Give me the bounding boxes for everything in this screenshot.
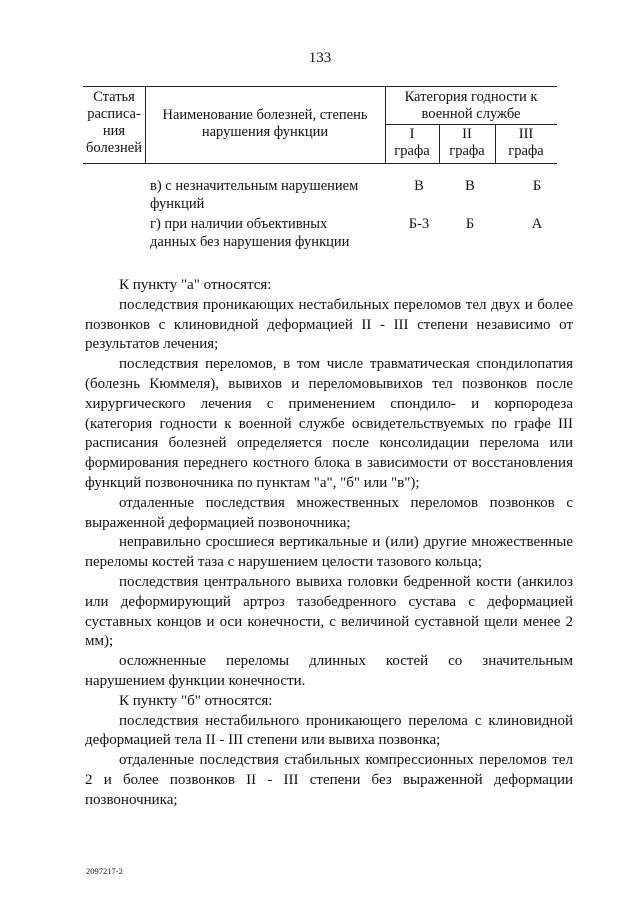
graph-roman: III xyxy=(518,126,534,142)
graph-label: графа xyxy=(449,143,485,159)
page-number: 133 xyxy=(308,50,332,66)
header-line: расписа- xyxy=(87,106,141,122)
row-v-graph-3: Б xyxy=(532,178,542,194)
diagnosis-row-g xyxy=(150,215,349,251)
row-text-line: данных без нарушения функции xyxy=(150,234,350,250)
paragraph: последствия переломов, в том числе травматическая спондилопатия (болезнь Кюммеля), вывихов и переломовывихов тел позвонков после хирургического лечения с применением спондило- и корпородеза (категория годности к военной службе освидетельствуемых по графе III расписания болезней определяется после консолидации перелома или формирования переднего костного блока в зависимости от восстановления функций позвоночника по пунктам "а", "б" или "в"); xyxy=(85,356,573,491)
graph-label: графа xyxy=(394,143,430,159)
header-line: военной службе xyxy=(421,106,521,122)
col-disease-name-header xyxy=(145,107,385,141)
header-line: нарушения функции xyxy=(201,124,329,140)
paragraph: неправильно сросшиеся вертикальные и (или) другие множественные переломы костей таза с нарушением целости тазового кольца; xyxy=(85,534,573,571)
graph-1-header xyxy=(385,126,439,160)
paragraph: отдаленные последствия множественных переломов позвонков с выраженной деформацией позвоночника; xyxy=(85,494,573,531)
header-line: болезней xyxy=(86,140,142,156)
paragraph: осложненные переломы длинных костей со значительным нарушением функции конечности. xyxy=(85,653,573,689)
header-line: ния xyxy=(102,123,126,139)
table-header xyxy=(83,86,557,164)
header-line: Статья xyxy=(93,89,135,105)
row-text-line: г) при наличии объективных xyxy=(150,216,328,232)
body-text xyxy=(85,276,573,811)
graph-roman: I xyxy=(409,126,415,142)
graph-3-header xyxy=(495,126,557,160)
row-text-line: функций xyxy=(150,196,205,212)
row-g-graph-3: А xyxy=(531,216,543,232)
paragraph: последствия центрального вывиха головки бедренной кости (анкилоз или деформирующий артроз тазобедренного сустава с деформацией суставных концов и оси конечности, с величиной суставной щели менее 2 мм); xyxy=(85,573,573,650)
header-line: Наименование болезней, степень xyxy=(162,107,368,123)
paragraph: отдаленные последствия стабильных компрессионных переломов тел 2 и более позвонков II - III степени без выраженной деформации позвоночника; xyxy=(85,752,573,808)
section-heading-b: К пункту "б" относятся: xyxy=(119,692,273,709)
row-divider xyxy=(385,124,557,125)
row-v-graph-1: В xyxy=(414,178,424,194)
row-v-graph-2: В xyxy=(465,178,475,194)
graph-roman: II xyxy=(462,126,472,142)
diagnosis-row-v xyxy=(150,177,358,213)
graph-2-header xyxy=(439,126,495,160)
paragraph: последствия нестабильного проникающего перелома с клиновидной деформацией тела II - III степени или вывиха позвонка; xyxy=(85,712,573,749)
row-text-line: в) с незначительным нарушением xyxy=(150,178,359,194)
col-article-header xyxy=(83,89,145,157)
header-line: Категория годности к xyxy=(404,89,538,105)
section-heading-a: К пункту "а" относятся: xyxy=(119,277,272,293)
graph-label: графа xyxy=(508,143,544,159)
row-g-graph-1: Б-3 xyxy=(408,216,430,232)
row-g-graph-2: Б xyxy=(465,216,475,232)
col-category-header xyxy=(385,89,557,123)
footer-code: 2097217-2 xyxy=(86,866,123,876)
paragraph: последствия проникающих нестабильных переломов тел двух и более позвонков с клиновидной деформацией II - III степени независимо от результатов лечения; xyxy=(85,296,573,353)
